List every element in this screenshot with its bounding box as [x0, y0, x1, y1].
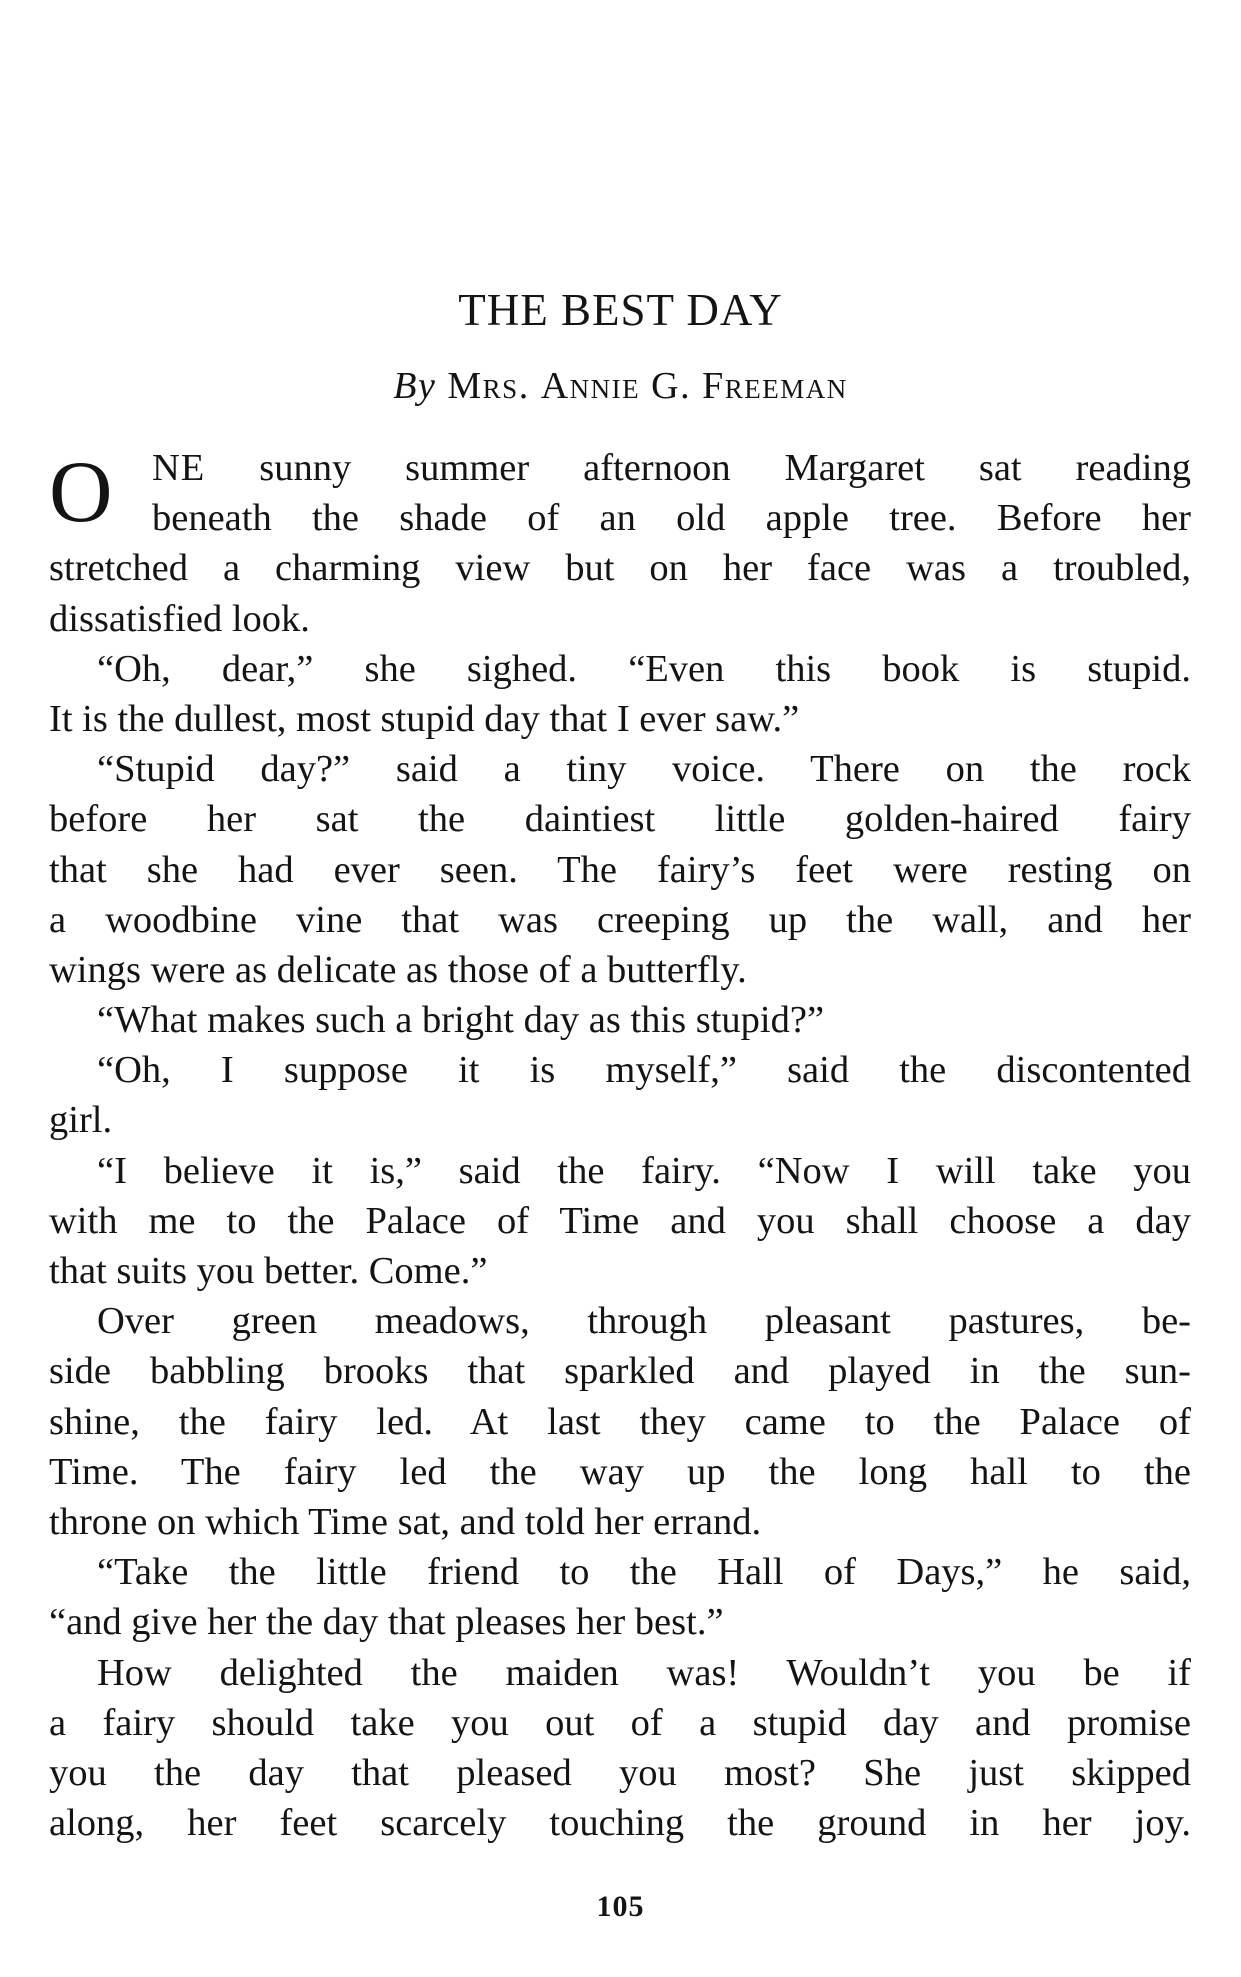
text-line: It is the dullest, most stupid day that I ever saw.”: [49, 697, 800, 740]
text-line: “I believe it is,” said the fairy. “Now I will take you: [97, 1149, 1191, 1192]
text-line: wings were as delicate as those of a butterfly.: [49, 948, 747, 991]
text-line: side babbling brooks that sparkled and played in the sun-: [49, 1350, 1191, 1393]
text-line: stretched a charming view but on her face was a troubled,: [49, 547, 1191, 590]
text-line: How delighted the maiden was! Wouldn’t you be if: [97, 1651, 1191, 1694]
first-word-rest: NE: [152, 447, 206, 489]
drop-cap: O: [49, 444, 113, 541]
text-line: before her sat the daintiest little golden-haired fairy: [49, 798, 1191, 841]
text-line: throne on which Time sat, and told her errand.: [49, 1500, 762, 1543]
text-line: shine, the fairy led. At last they came to the Palace of: [49, 1400, 1191, 1443]
text-line: that suits you better. Come.”: [49, 1250, 488, 1292]
author-name: Annie G. Freeman: [540, 365, 848, 407]
text-line: “Stupid day?” said a tiny voice. There on the rock: [97, 748, 1191, 791]
opening-paragraph: [49, 443, 1191, 543]
text-line: “What makes such a bright day as this stupid?”: [97, 999, 825, 1042]
text-line: Time. The fairy led the way up the long hall to the: [49, 1450, 1191, 1493]
story-body: [49, 443, 1191, 1848]
text-line: you the day that pleased you most? She just skipped: [49, 1751, 1191, 1794]
text-line: girl.: [49, 1099, 113, 1142]
text-line: “and give her the day that pleases her best.”: [49, 1601, 724, 1644]
text-line: a woodbine vine that was creeping up the wall, and her: [49, 898, 1191, 941]
text-line: Over green meadows, through pleasant pastures, be-: [97, 1300, 1191, 1343]
text-line: “Oh, dear,” she sighed. “Even this book is stupid.: [97, 647, 1191, 690]
text-line: [49, 443, 1191, 493]
line-text: sunny summer afternoon Margaret sat reading: [205, 447, 1191, 489]
byline: [0, 362, 1241, 410]
text-line: that she had ever seen. The fairy’s feet were resting on: [49, 848, 1191, 891]
text-line: beneath the shade of an old apple tree. Before her: [152, 497, 1191, 540]
story-title: THE BEST DAY: [458, 285, 783, 335]
text-line: a fairy should take you out of a stupid day and promise: [49, 1701, 1191, 1744]
author-title: Mrs.: [447, 365, 530, 407]
page-number: 105: [596, 1890, 645, 1923]
text-line: “Oh, I suppose it is myself,” said the discontented: [97, 1049, 1191, 1092]
byline-by: By: [393, 365, 437, 407]
text-line: dissatisfied look.: [49, 597, 310, 640]
text-line: “Take the little friend to the Hall of Days,” he said,: [97, 1551, 1191, 1594]
text-line: with me to the Palace of Time and you shall choose a day: [49, 1199, 1191, 1242]
text-line: along, her feet scarcely touching the ground in her joy.: [49, 1802, 1191, 1845]
